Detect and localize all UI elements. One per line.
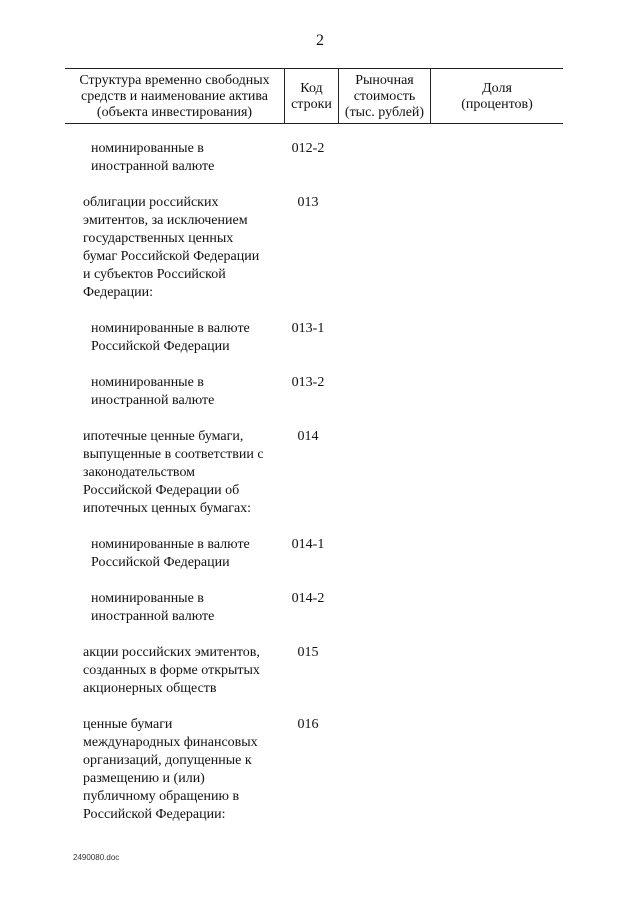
row-label: номинированные в иностранной валюте	[91, 141, 215, 174]
document-filename: 2490080.doc	[73, 853, 120, 862]
row-code: 014-2	[291, 591, 325, 606]
row-code: 013-2	[291, 375, 325, 390]
row-code: 016	[297, 717, 319, 732]
table-row	[0, 536, 640, 572]
header-structure-line: (объекта инвестирования)	[96, 105, 253, 120]
row-code: 013	[297, 195, 319, 210]
row-code: 014-1	[291, 537, 325, 552]
row-code: 012-2	[291, 141, 325, 156]
row-code: 013-1	[291, 321, 325, 336]
table-row	[0, 320, 640, 356]
header-value-line: Рыночная	[355, 73, 414, 88]
table-row	[0, 428, 640, 518]
header-structure-line: средств и наименование актива	[81, 89, 268, 104]
header-code-line: строки	[291, 97, 332, 112]
row-label: номинированные в иностранной валюте	[91, 591, 215, 624]
table-row	[0, 716, 640, 824]
row-code: 014	[297, 429, 319, 444]
header-share-column	[431, 69, 563, 123]
page-number: 2	[316, 32, 324, 49]
row-label: облигации российских эмитентов, за исключением государственных ценных бумаг Российской Федерации и субъектов Российской Федерации:	[83, 195, 260, 300]
row-code: 015	[297, 645, 319, 660]
table-row	[0, 590, 640, 626]
table-row	[0, 194, 640, 302]
header-value-line: (тыс. рублей)	[344, 105, 425, 120]
header-value-line: стоимость	[353, 89, 416, 104]
table-row	[0, 644, 640, 698]
header-share-line: (процентов)	[461, 97, 533, 112]
row-label: ценные бумаги международных финансовых организаций, допущенные к размещению и (или) публичному обращению в Российской Федерации:	[83, 717, 258, 822]
header-code-line: Код	[300, 81, 323, 96]
row-label: номинированные в валюте Российской Федерации	[91, 537, 250, 570]
header-value-column	[339, 69, 431, 123]
row-label: акции российских эмитентов, созданных в форме открытых акционерных обществ	[83, 645, 260, 696]
table-row	[0, 140, 640, 176]
table-body	[0, 140, 640, 824]
row-label: ипотечные ценные бумаги, выпущенные в соответствии с законодательством Российской Федерации об ипотечных ценных бумагах:	[83, 429, 264, 516]
header-code-column	[284, 69, 339, 123]
table-header	[65, 68, 563, 124]
row-label: номинированные в иностранной валюте	[91, 375, 215, 408]
row-label: номинированные в валюте Российской Федерации	[91, 321, 250, 354]
header-share-line: Доля	[482, 81, 512, 96]
table-row	[0, 374, 640, 410]
header-structure-line: Структура временно свободных	[79, 73, 270, 88]
header-structure-column	[65, 69, 284, 123]
